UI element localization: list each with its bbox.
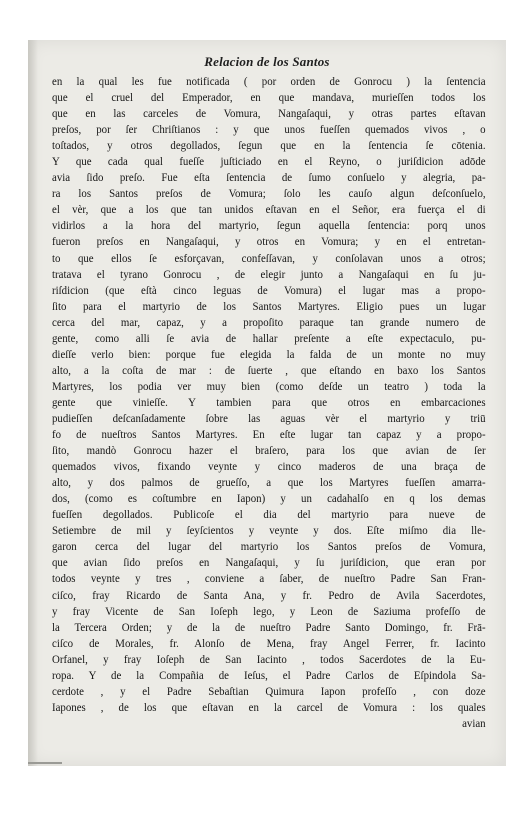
text-line: alto, y dos palmos de grueſſo, a que los Martyres fueſſen amarra-: [52, 477, 486, 490]
text-line: ciſco, fray Ricardo de Santa Ana, y fr. Pedro de Avila Sacerdotes,: [52, 589, 486, 602]
text-line: Setiembre de mil y ſeyſcientos y veynte y dos. Eſte miſmo dia lle-: [52, 525, 486, 538]
text-line: Orfanel, y fray Ioſeph de San Iacinto , todos Sacerdotes de la Eu-: [52, 653, 486, 666]
running-head: Relacion de los Santos: [204, 54, 330, 69]
text-line: gente, como alli ſe avia de hallar preſente a eſte expectaculo, pu-: [52, 332, 486, 345]
text-line: Martyres, los podia ver muy bien (como deſde un teatro ) toda la: [52, 380, 486, 393]
text-line: que el cruel del Emperador, en que mandava, murieſſen todos los: [52, 92, 486, 105]
text-line: vidirlos a la hora del martyrio, ſegun aquella ſentencia: porq unos: [52, 220, 486, 233]
text-line: alto, a la coſta de mar : de ſuerte , que eſtando en baxo los Santos: [52, 364, 486, 377]
text-line: Y que cada qual fueſſe juſticiado en el Reyno, o juriſdicion adōde: [52, 156, 486, 169]
text-line: ſito para el martyrio de los Santos Martyres. Eligio pues un lugar: [52, 300, 486, 313]
body-text: [52, 74, 486, 732]
text-line: gente que vinieſſe. Y tambien para que otros en embarcaciones: [52, 396, 486, 409]
text-line: preſos, por ſer Chriſtianos : y que unos fueſſen quemados vivos , o: [52, 124, 486, 137]
text-line: dieſſe verlo bien: porque fue elegida la falda de un monte no muy: [52, 348, 486, 361]
text-line: riſdicion (que eſtà cinco leguas de Vomura) el lugar mas a propo-: [52, 284, 486, 297]
text-line: pudieſſen deſcanſadamente ſobre las aguas vèr el martyrio y triū: [52, 412, 486, 425]
text-line: toſtados, y otros degollados, ſegun que en la ſentencia ſe cōtenia.: [52, 140, 486, 153]
text-line: el vèr, que a los que tan unidos eſtavan en el Señor, era fuerça el di: [52, 204, 486, 217]
text-line: ra los Santos preſos de Vomura; ſolo les cauſo algun deſconſuelo,: [52, 188, 486, 201]
text-line: fueron preſos en Nangaſaqui, y otros en Vomura; y en el entretan-: [52, 236, 486, 249]
text-line: que en las carceles de Vomura, Nangaſaqui, y otras partes eſtavan: [52, 108, 486, 121]
text-line: Iapones , de los que eſtavan en la carcel de Vomura : los quales: [52, 701, 486, 714]
text-line: fueſſen degollados. Publicoſe el dia del martyrio para nueve de: [52, 509, 486, 522]
scan-edge-mark: [28, 762, 62, 764]
text-line: dos, (como es coſtumbre en Iapon) y un cadahalſo en q los demas: [52, 493, 486, 506]
text-line: la Tercera Orden; y de la de nueſtro Padre Santo Domingo, fr. Frā-: [52, 621, 486, 634]
text-line: cerdote , y el Padre Sebaſtian Quimura Iapon profeſſo , con doze: [52, 685, 486, 698]
text-line: todos veynte y tres , conviene a ſaber, de nueſtro Padre San Fran-: [52, 573, 486, 586]
text-line: quemados vivos, fixando veynte y cinco maderos de una braça de: [52, 461, 486, 474]
text-line: en la qual les fue notificada ( por orden de Gonrocu ) la ſentencia: [52, 76, 486, 88]
text-line: avia ſido preſo. Fue eſta ſentencia de ſumo conſuelo y alegria, pa-: [52, 172, 486, 185]
text-line: fo de nueſtros Santos Martyres. En eſte lugar tan capaz y a propo-: [52, 429, 486, 442]
text-line: ſito, mandò Gonrocu hazer el braſero, para los que avian de ſer: [52, 445, 486, 458]
text-line: to que ellos ſe esforçavan, confeſſavan, y conſolavan unos a otros;: [52, 252, 486, 265]
text-line: que avian ſido preſos en Nangaſaqui, y ſu juriſdicion, que eran por: [52, 557, 486, 570]
text-line: ropa. Y de la Compañia de Ieſus, el Padre Carlos de Eſpindola Sa-: [52, 669, 486, 682]
catchword: avian: [462, 717, 486, 730]
text-line: garon cerca del lugar del martyrio los Santos preſos de Vomura,: [52, 541, 486, 554]
text-line: tratava el tyrano Gonrocu , de elegir junto a Nangaſaqui en ſu ju-: [52, 268, 486, 281]
text-line: cerca del mar, capaz, y a propoſito paraque tan grande numero de: [52, 316, 486, 329]
text-line: y fray Vicente de San Ioſeph lego, y Leon de Saziuma profeſſo de: [52, 605, 486, 618]
book-page: [28, 40, 506, 766]
text-line: ciſco de Morales, fr. Alonſo de Mena, fray Angel Ferrer, fr. Iacinto: [52, 637, 486, 650]
